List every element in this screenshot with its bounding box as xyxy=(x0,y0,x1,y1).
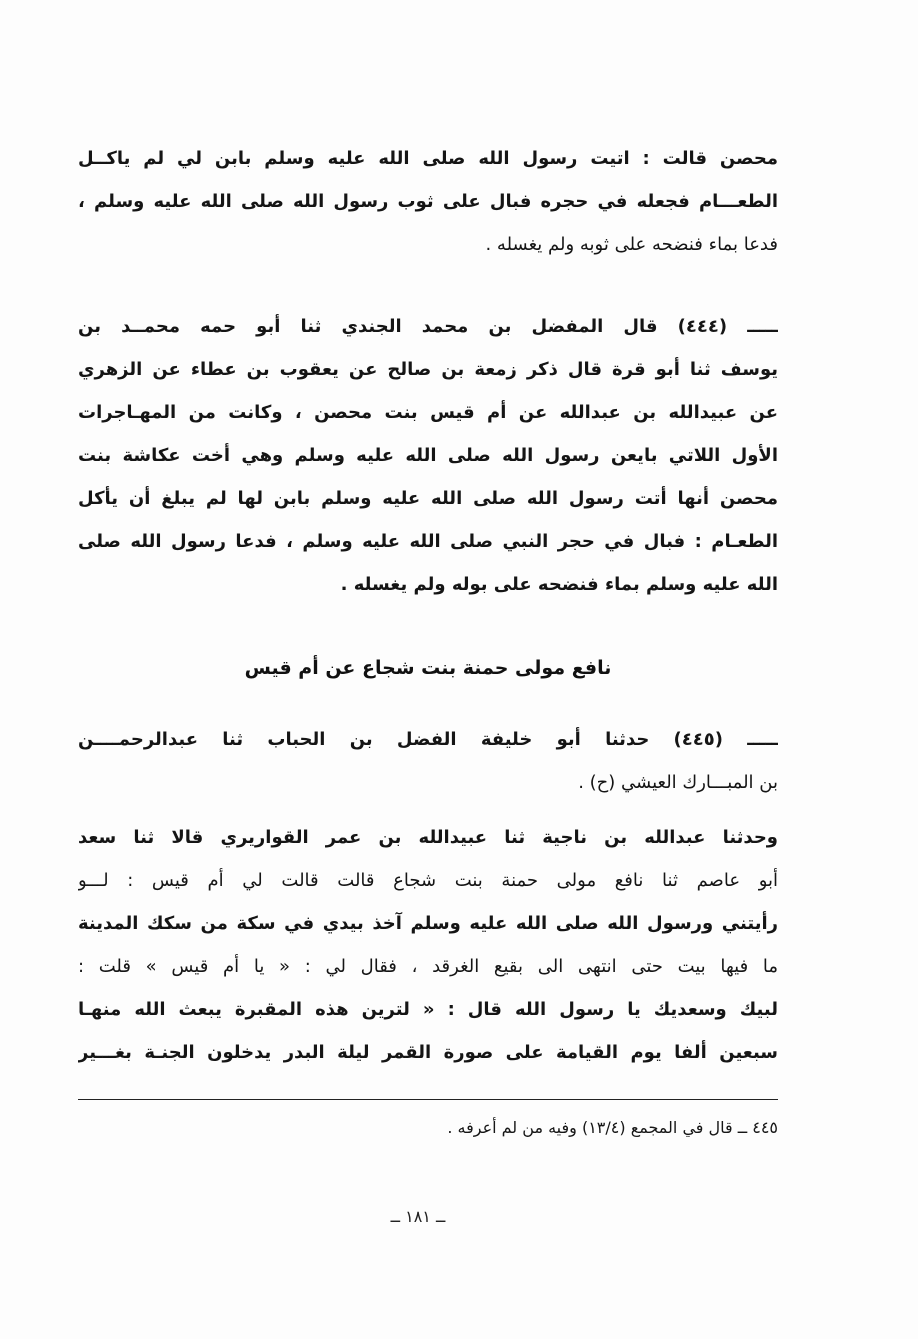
text-line: محصن أنها أتت رسول الله صلى الله عليه وسلم بابن لها لم يبلغ أن يأكل xyxy=(78,488,778,509)
text-line: يوسف ثنا أبو قرة قال ذكر زمعة بن صالح عن يعقوب بن عطاء عن الزهري xyxy=(78,359,778,380)
text-line: فدعا بماء فنضحه على ثوبه ولم يغسله . xyxy=(485,234,778,255)
text-line: الطعـــام فجعله في حجره فبال على ثوب رسول الله صلى الله عليه وسلم ، xyxy=(78,191,778,212)
paragraph-3 xyxy=(78,718,778,804)
page-number: ــ ١٨١ ــ xyxy=(390,1207,446,1226)
text-line: سبعين ألفا يوم القيامة على صورة القمر ليلة البدر يدخلون الجنـة بغـــير xyxy=(78,1042,778,1063)
text-line: الطعـام : فبال في حجر النبي صلى الله عليه وسلم ، فدعا رسول الله صلى xyxy=(78,531,778,552)
paragraph-2 xyxy=(78,305,778,606)
text-line: أبو عاصم ثنا نافع مولى حمنة بنت شجاع قالت قالت لي أم قيس : لـــو xyxy=(78,870,778,891)
text-line: بن المبـــارك العيشي (ح) . xyxy=(578,772,778,793)
text-line: ـــــ (٤٤٥) حدثنا أبو خليفة الفضل بن الحباب ثنا عبدالرحمــــن xyxy=(78,729,778,750)
text-line: الأول اللاتي بايعن رسول الله صلى الله عليه وسلم وهي أخت عكاشة بنت xyxy=(78,445,778,466)
paragraph-1 xyxy=(78,137,778,266)
footnote: ٤٤٥ ــ قال في المجمع (١٣/٤) وفيه من لم أعرفه . xyxy=(447,1118,778,1137)
footnote-divider xyxy=(78,1099,778,1100)
text-line: لبيك وسعديك يا رسول الله قال : « لترين هذه المقبرة يبعث الله منهـا xyxy=(78,999,778,1020)
text-line: رأيتني ورسول الله صلى الله عليه وسلم آخذ بيدي في سكة من سكك المدينة xyxy=(78,913,778,934)
section-heading: نافع مولى حمنة بنت شجاع عن أم قيس xyxy=(244,657,612,679)
text-line: محصن قالت : اتيت رسول الله صلى الله عليه وسلم بابن لي لم ياكــل xyxy=(78,148,778,169)
paragraph-4 xyxy=(78,816,778,1074)
text-line: ـــــ (٤٤٤) قال المفضل بن محمد الجندي ثنا أبو حمه محمــد بن xyxy=(78,316,778,337)
text-line: وحدثنا عبدالله بن ناجية ثنا عبيدالله بن عمر القواريري قالا ثنا سعد xyxy=(78,827,778,848)
text-line: عن عبيدالله بن عبدالله عن أم قيس بنت محصن ، وكانت من المهـاجرات xyxy=(78,402,778,423)
text-line: الله عليه وسلم بماء فنضحه على بوله ولم يغسله . xyxy=(340,574,778,595)
text-line: ما فيها بيت حتى انتهى الى بقيع الغرقد ، فقال لي : « يا أم قيس » قلت : xyxy=(78,956,778,977)
